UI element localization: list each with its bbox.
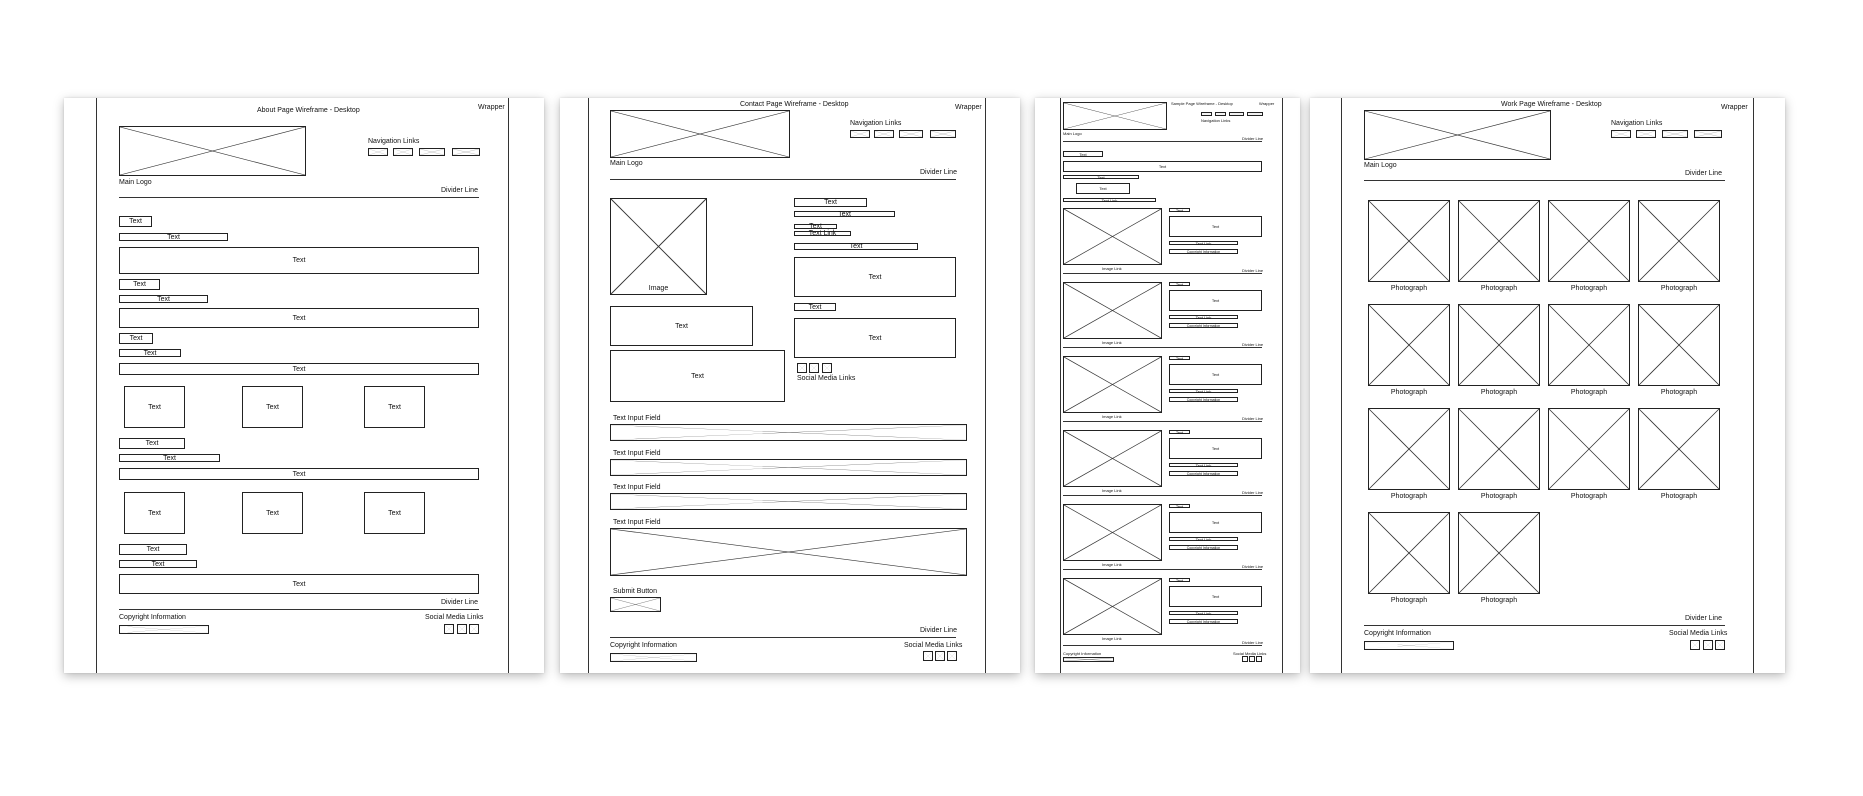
divider-line — [1364, 180, 1725, 181]
copyright-block: Copyright Information — [1169, 619, 1238, 624]
text-block: Text — [119, 560, 197, 568]
nav-link-placeholder[interactable] — [1215, 112, 1226, 116]
text-block: Text — [119, 295, 208, 303]
main-logo-placeholder — [1364, 110, 1551, 160]
crossed-box-icon — [1250, 657, 1254, 661]
photograph-placeholder[interactable] — [1368, 512, 1450, 594]
crossed-box-icon — [1704, 641, 1712, 649]
photograph-label: Photograph — [1660, 389, 1698, 396]
divider-line — [1063, 141, 1262, 142]
social-icon-placeholder[interactable] — [457, 624, 467, 634]
text-block: Text — [1169, 438, 1262, 459]
input-field-label: Text Input Field — [613, 450, 661, 457]
text-block: Text — [119, 308, 479, 328]
divider-line — [1063, 569, 1262, 570]
wrapper-label: Wrapper — [1721, 104, 1748, 111]
nav-link-placeholder[interactable] — [393, 148, 413, 156]
divider-line-label: Divider Line — [1242, 640, 1264, 645]
photograph-placeholder[interactable] — [1458, 304, 1540, 386]
social-icon-placeholder[interactable] — [1690, 640, 1700, 650]
divider-line-label: Divider Line — [1242, 564, 1264, 569]
crossed-box-icon — [1716, 641, 1724, 649]
photograph-placeholder[interactable] — [1638, 408, 1720, 490]
image-link-placeholder[interactable] — [1063, 430, 1162, 487]
social-icon-placeholder[interactable] — [947, 651, 957, 661]
social-links-label: Social Media Links — [425, 614, 484, 621]
crossed-box-icon — [394, 149, 412, 155]
photograph-placeholder[interactable] — [1638, 304, 1720, 386]
text-link[interactable]: Text Link — [1169, 315, 1238, 319]
divider-line — [610, 637, 956, 638]
text-block: Text — [1169, 430, 1190, 434]
divider-line-label: Divider Line — [920, 169, 957, 176]
crossed-box-icon — [611, 460, 966, 475]
image-link-placeholder[interactable] — [1063, 208, 1162, 265]
text-link[interactable]: Text Link — [1169, 241, 1238, 245]
crossed-box-icon — [1248, 113, 1262, 115]
crossed-box-icon — [470, 625, 478, 633]
photograph-placeholder[interactable] — [1548, 304, 1630, 386]
page-title: Work Page Wireframe - Desktop — [1501, 101, 1602, 108]
text-block: Text — [1076, 183, 1130, 194]
crossed-box-icon — [948, 652, 956, 660]
nav-links-label: Navigation Links — [1201, 118, 1231, 123]
wrapper-label: Wrapper — [955, 104, 982, 111]
text-block: Text — [119, 544, 187, 555]
crossed-box-icon — [1064, 431, 1161, 486]
text-block: Text — [1169, 586, 1262, 607]
crossed-box-icon — [458, 625, 466, 633]
social-links-label: Social Media Links — [1669, 630, 1728, 637]
crossed-box-icon — [1365, 111, 1550, 159]
crossed-box-icon — [1369, 201, 1449, 281]
social-icon-placeholder[interactable] — [1249, 656, 1255, 662]
crossed-box-icon — [1202, 113, 1211, 115]
divider-line — [1063, 347, 1262, 348]
crossed-box-icon — [1369, 305, 1449, 385]
text-block: Text — [1169, 208, 1190, 212]
nav-link-placeholder[interactable] — [850, 130, 870, 138]
text-block: Text — [119, 438, 185, 449]
copyright-placeholder — [1364, 641, 1454, 650]
crossed-box-icon — [611, 425, 966, 440]
social-links-label: Social Media Links — [797, 375, 856, 382]
image-link-placeholder[interactable] — [1063, 356, 1162, 413]
crossed-box-icon — [875, 131, 893, 137]
text-block: Text — [794, 303, 836, 311]
crossed-box-icon — [1216, 113, 1225, 115]
divider-line-label: Divider Line — [1242, 342, 1264, 347]
crossed-box-icon — [445, 625, 453, 633]
image-link-label: Image Link — [1102, 340, 1122, 345]
divider-line-label: Divider Line — [1242, 490, 1264, 495]
social-icon-placeholder[interactable] — [809, 363, 819, 373]
photograph-placeholder[interactable] — [1368, 408, 1450, 490]
photograph-label: Photograph — [1660, 285, 1698, 292]
main-logo-label: Main Logo — [610, 160, 643, 167]
social-icon-placeholder[interactable] — [469, 624, 479, 634]
crossed-box-icon — [1064, 658, 1113, 661]
sample-wireframe-sheet — [1035, 98, 1300, 673]
text-block: Text — [119, 574, 479, 594]
text-block: Text — [119, 349, 181, 357]
social-icon-placeholder[interactable] — [1242, 656, 1248, 662]
copyright-block: Copyright Information — [1169, 249, 1238, 254]
crossed-box-icon — [120, 127, 305, 175]
crossed-box-icon — [611, 529, 966, 575]
main-logo-label: Main Logo — [119, 179, 152, 186]
photograph-placeholder[interactable] — [1368, 200, 1450, 282]
photograph-placeholder[interactable] — [1638, 200, 1720, 282]
main-logo-placeholder — [610, 110, 790, 158]
input-field-label: Text Input Field — [613, 484, 661, 491]
photograph-placeholder[interactable] — [1458, 512, 1540, 594]
divider-line — [1063, 495, 1262, 496]
crossed-box-icon — [611, 654, 696, 661]
crossed-box-icon — [1064, 505, 1161, 560]
copyright-block: Copyright Information — [1169, 471, 1238, 476]
social-icon-placeholder[interactable] — [935, 651, 945, 661]
copyright-label: Copyright Information — [1364, 630, 1431, 637]
photograph-label: Photograph — [1570, 389, 1608, 396]
social-links-label: Social Media Links — [904, 642, 963, 649]
copyright-placeholder — [1063, 657, 1114, 662]
work-wireframe-sheet — [1310, 98, 1785, 673]
text-block: Text — [119, 233, 228, 241]
text-block: Text — [1063, 161, 1262, 172]
text-card: Text — [242, 492, 303, 534]
crossed-box-icon — [823, 364, 831, 372]
text-block: Text — [610, 306, 753, 346]
text-block: Text — [1169, 356, 1190, 360]
copyright-label: Copyright Information — [610, 642, 677, 649]
crossed-box-icon — [1639, 201, 1719, 281]
divider-line-label: Divider Line — [1685, 170, 1722, 177]
submit-button-label: Submit Button — [613, 588, 657, 595]
image-label: Image — [648, 285, 669, 292]
image-placeholder — [610, 198, 707, 295]
crossed-box-icon — [851, 131, 869, 137]
crossed-box-icon — [611, 494, 966, 509]
nav-link-placeholder[interactable] — [1247, 112, 1263, 116]
copyright-block: Copyright Information — [1169, 545, 1238, 550]
divider-line — [119, 197, 479, 198]
crossed-box-icon — [420, 149, 444, 155]
crossed-box-icon — [1365, 642, 1453, 649]
photograph-label: Photograph — [1570, 493, 1608, 500]
text-input-area[interactable] — [610, 528, 967, 576]
crossed-box-icon — [1257, 657, 1261, 661]
crossed-box-icon — [1695, 131, 1721, 137]
text-link[interactable]: Text Link — [1063, 198, 1156, 202]
divider-line — [119, 609, 479, 610]
text-block: Text — [119, 363, 479, 375]
crossed-box-icon — [1549, 305, 1629, 385]
crossed-box-icon — [1459, 409, 1539, 489]
photograph-label: Photograph — [1390, 597, 1428, 604]
crossed-box-icon — [931, 131, 955, 137]
crossed-box-icon — [1459, 513, 1539, 593]
crossed-box-icon — [453, 149, 479, 155]
crossed-box-icon — [798, 364, 806, 372]
input-field-label: Text Input Field — [613, 519, 661, 526]
photograph-label: Photograph — [1480, 493, 1518, 500]
nav-link-placeholder[interactable] — [1201, 112, 1212, 116]
photograph-placeholder[interactable] — [1368, 304, 1450, 386]
text-card: Text — [364, 492, 425, 534]
photograph-label: Photograph — [1480, 389, 1518, 396]
wrapper-label: Wrapper — [478, 104, 505, 111]
photograph-label: Photograph — [1390, 389, 1428, 396]
image-link-label: Image Link — [1102, 562, 1122, 567]
text-link[interactable]: Text Link — [794, 231, 851, 236]
crossed-box-icon — [1639, 305, 1719, 385]
copyright-block: Copyright Information — [1169, 397, 1238, 402]
text-block: Text — [119, 279, 160, 290]
social-icon-placeholder[interactable] — [822, 363, 832, 373]
social-links-label: Social Media Links — [1233, 651, 1267, 656]
social-icon-placeholder[interactable] — [797, 363, 807, 373]
crossed-box-icon — [1064, 283, 1161, 338]
nav-link-placeholder[interactable] — [1694, 130, 1722, 138]
page-title: About Page Wireframe - Desktop — [257, 107, 360, 114]
crossed-box-icon — [1637, 131, 1655, 137]
divider-line — [1063, 645, 1262, 646]
crossed-box-icon — [936, 652, 944, 660]
image-link-label: Image Link — [1102, 266, 1122, 271]
page-title: Sample Page Wireframe - Desktop — [1171, 101, 1233, 106]
copyright-label: Copyright Information — [1063, 651, 1102, 656]
divider-line — [610, 179, 956, 180]
crossed-box-icon — [1369, 513, 1449, 593]
social-icon-placeholder[interactable] — [923, 651, 933, 661]
divider-line-label: Divider Line — [1685, 615, 1722, 622]
text-link[interactable]: Text Link — [1169, 463, 1238, 467]
text-block: Text — [794, 318, 956, 358]
main-logo-label: Main Logo — [1063, 131, 1082, 136]
image-link-label: Image Link — [1102, 414, 1122, 419]
text-block: Text — [119, 216, 152, 227]
text-block: Text — [610, 350, 785, 402]
divider-line — [1063, 421, 1262, 422]
nav-links-label: Navigation Links — [850, 120, 902, 127]
page-title: Contact Page Wireframe - Desktop — [740, 101, 849, 108]
copyright-label: Copyright Information — [119, 614, 186, 621]
text-link[interactable]: Text Link — [1169, 389, 1238, 393]
text-link[interactable]: Text Link — [1169, 611, 1238, 615]
crossed-box-icon — [611, 111, 789, 157]
about-wireframe-sheet — [64, 98, 544, 673]
crossed-box-icon — [1549, 201, 1629, 281]
text-block: Text — [1169, 578, 1190, 582]
image-link-label: Image Link — [1102, 488, 1122, 493]
text-block: Text — [1169, 290, 1262, 311]
text-block: Text — [1169, 364, 1262, 385]
image-link-placeholder[interactable] — [1063, 504, 1162, 561]
text-block: Text — [119, 454, 220, 462]
crossed-box-icon — [1612, 131, 1630, 137]
crossed-box-icon — [1691, 641, 1699, 649]
nav-link-placeholder[interactable] — [874, 130, 894, 138]
text-block: Text — [794, 243, 918, 250]
contact-wireframe-sheet — [560, 98, 1020, 673]
divider-line-label: Divider Line — [1242, 416, 1264, 421]
text-card: Text — [124, 386, 185, 428]
photograph-placeholder[interactable] — [1548, 200, 1630, 282]
divider-line-label: Divider Line — [1242, 268, 1264, 273]
copyright-placeholder — [119, 625, 209, 634]
submit-button[interactable] — [610, 597, 661, 612]
crossed-box-icon — [900, 131, 922, 137]
divider-line-label: Divider Line — [920, 627, 957, 634]
social-icon-placeholder[interactable] — [444, 624, 454, 634]
nav-link-placeholder[interactable] — [1636, 130, 1656, 138]
nav-link-placeholder[interactable] — [1662, 130, 1688, 138]
crossed-box-icon — [1064, 209, 1161, 264]
image-link-label: Image Link — [1102, 636, 1122, 641]
text-block: Text — [1169, 512, 1262, 533]
text-input-field[interactable] — [610, 459, 967, 476]
social-icon-placeholder[interactable] — [1703, 640, 1713, 650]
text-input-field[interactable] — [610, 493, 967, 510]
text-block: Text — [119, 468, 479, 480]
text-block: Text — [1063, 151, 1103, 157]
image-link-placeholder[interactable] — [1063, 578, 1162, 635]
crossed-box-icon — [1243, 657, 1247, 661]
crossed-box-icon — [611, 199, 706, 294]
crossed-box-icon — [1064, 357, 1161, 412]
crossed-box-icon — [810, 364, 818, 372]
wrapper-label: Wrapper — [1259, 101, 1275, 106]
crossed-box-icon — [611, 598, 660, 611]
photograph-label: Photograph — [1480, 597, 1518, 604]
nav-link-placeholder[interactable] — [419, 148, 445, 156]
crossed-box-icon — [369, 149, 387, 155]
crossed-box-icon — [1064, 579, 1161, 634]
text-block: Text — [794, 198, 867, 207]
copyright-block: Copyright Information — [1169, 323, 1238, 328]
nav-links-label: Navigation Links — [368, 138, 420, 145]
main-logo-placeholder — [1063, 102, 1167, 130]
text-card: Text — [124, 492, 185, 534]
text-block: Text — [794, 211, 895, 217]
text-block: Text — [794, 257, 956, 297]
nav-link-placeholder[interactable] — [452, 148, 480, 156]
main-logo-label: Main Logo — [1364, 162, 1397, 169]
social-icon-placeholder[interactable] — [1715, 640, 1725, 650]
crossed-box-icon — [1230, 113, 1243, 115]
text-block: Text — [119, 333, 153, 344]
crossed-box-icon — [1064, 103, 1166, 129]
divider-line — [1063, 273, 1262, 274]
photograph-label: Photograph — [1480, 285, 1518, 292]
text-block: Text — [1169, 216, 1262, 237]
crossed-box-icon — [1663, 131, 1687, 137]
text-card: Text — [242, 386, 303, 428]
nav-links-label: Navigation Links — [1611, 120, 1663, 127]
nav-link-placeholder[interactable] — [368, 148, 388, 156]
nav-link-placeholder[interactable] — [1611, 130, 1631, 138]
divider-line-label: Divider Line — [1242, 136, 1264, 141]
text-card: Text — [364, 386, 425, 428]
crossed-box-icon — [924, 652, 932, 660]
nav-link-placeholder[interactable] — [1229, 112, 1244, 116]
photograph-label: Photograph — [1570, 285, 1608, 292]
text-block: Text — [1169, 504, 1190, 508]
photograph-label: Photograph — [1390, 493, 1428, 500]
crossed-box-icon — [1459, 305, 1539, 385]
photograph-label: Photograph — [1390, 285, 1428, 292]
copyright-placeholder — [610, 653, 697, 662]
photograph-placeholder[interactable] — [1548, 408, 1630, 490]
text-link[interactable]: Text Link — [1169, 537, 1238, 541]
photograph-label: Photograph — [1660, 493, 1698, 500]
crossed-box-icon — [1639, 409, 1719, 489]
social-icon-placeholder[interactable] — [1256, 656, 1262, 662]
photograph-placeholder[interactable] — [1458, 408, 1540, 490]
crossed-box-icon — [1369, 409, 1449, 489]
crossed-box-icon — [120, 626, 208, 633]
crossed-box-icon — [1549, 409, 1629, 489]
text-block: Text — [794, 224, 837, 229]
image-link-placeholder[interactable] — [1063, 282, 1162, 339]
text-block: Text — [1063, 175, 1139, 179]
nav-link-placeholder[interactable] — [930, 130, 956, 138]
text-input-field[interactable] — [610, 424, 967, 441]
main-logo-placeholder — [119, 126, 306, 176]
text-block: Text — [119, 247, 479, 274]
divider-line-label: Divider Line — [441, 599, 478, 606]
divider-line — [1364, 625, 1725, 626]
input-field-label: Text Input Field — [613, 415, 661, 422]
photograph-placeholder[interactable] — [1458, 200, 1540, 282]
text-block: Text — [1169, 282, 1190, 286]
crossed-box-icon — [1459, 201, 1539, 281]
nav-link-placeholder[interactable] — [899, 130, 923, 138]
divider-line-label: Divider Line — [441, 187, 478, 194]
